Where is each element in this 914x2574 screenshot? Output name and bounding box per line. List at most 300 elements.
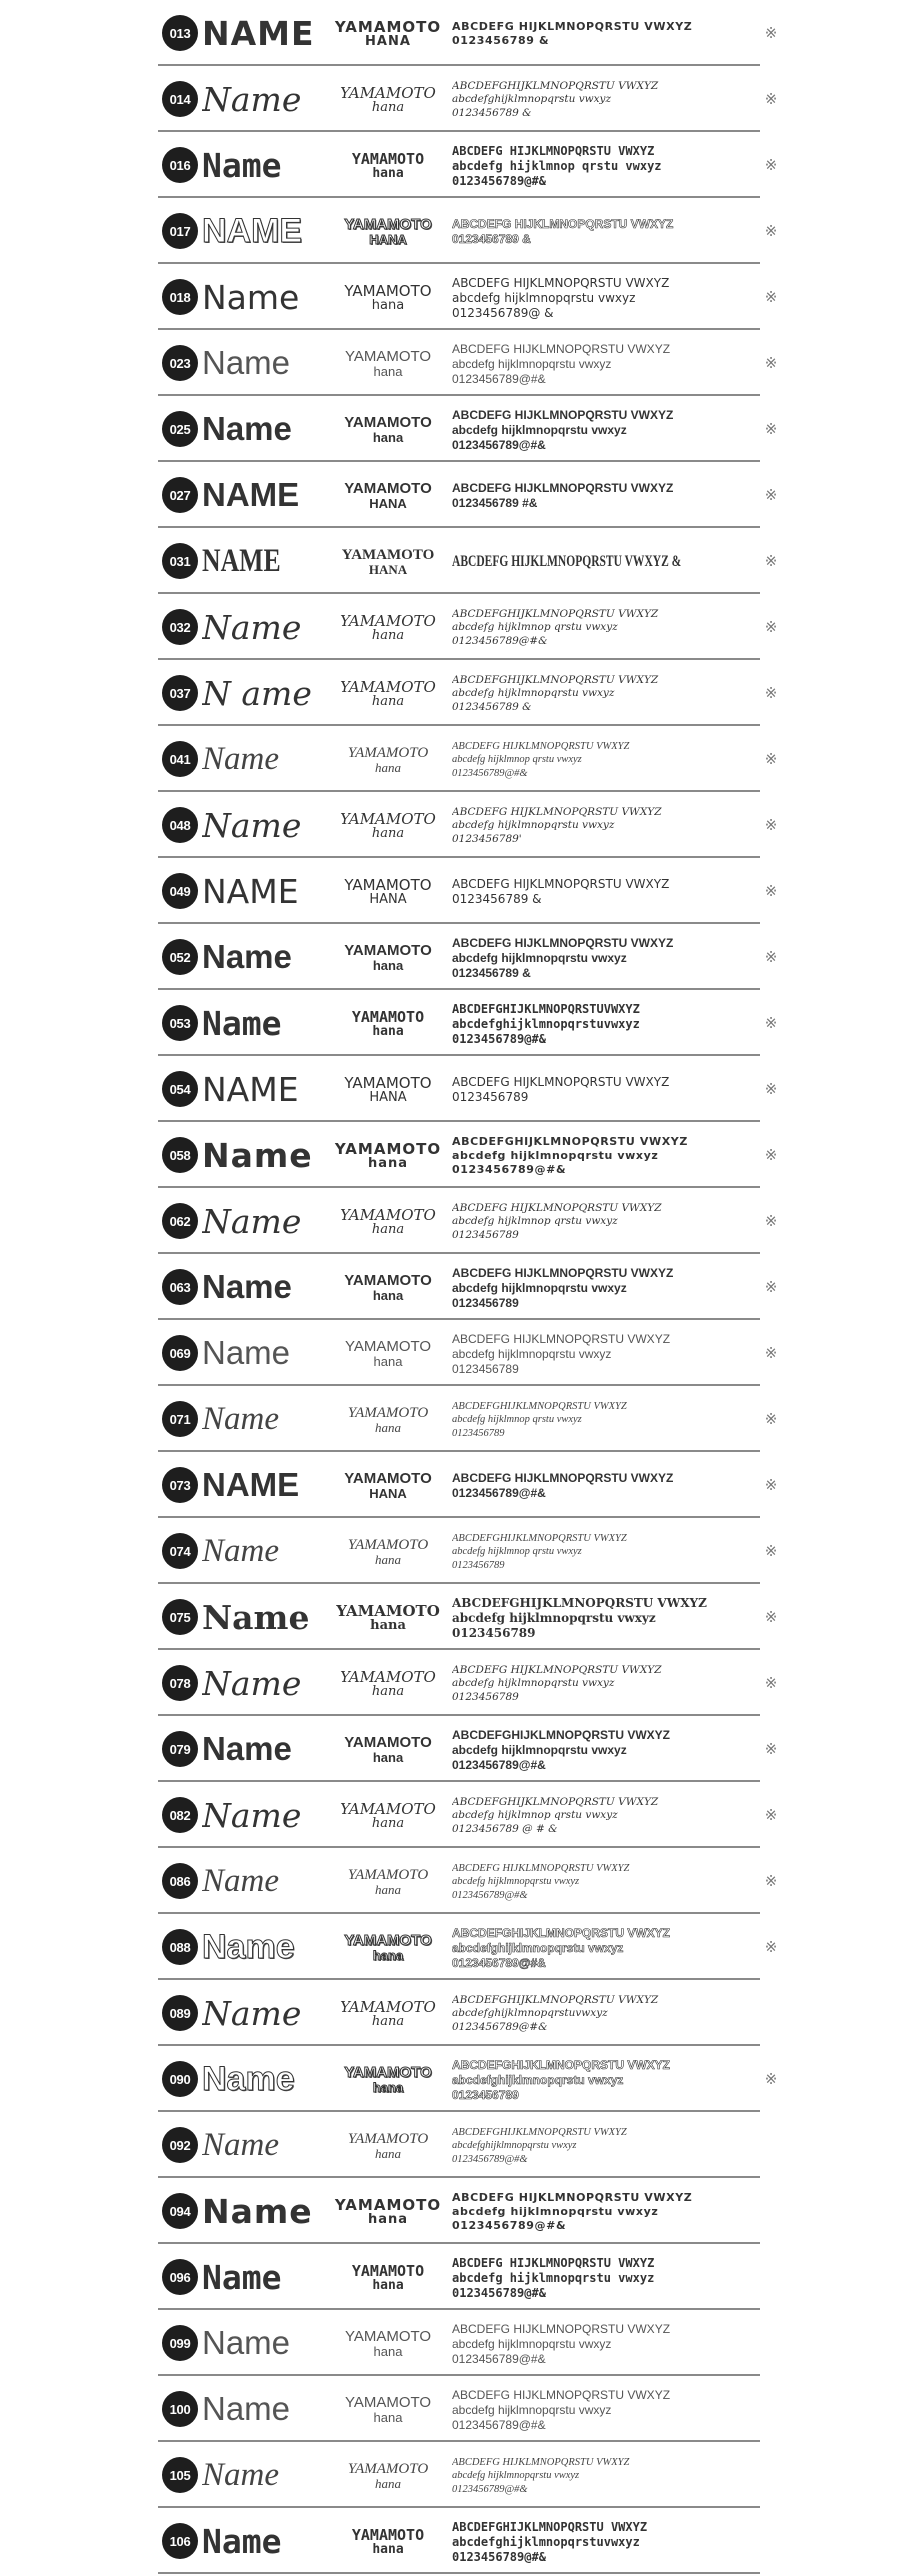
glyph-line-3: 0123456789 & [452, 700, 532, 713]
font-row [158, 2376, 760, 2442]
sample-last-name: YAMAMOTO [340, 1667, 436, 1686]
glyph-line-uppercase: ABCDEFG HIJKLMNOPQRSTU VWXYZ [452, 1075, 670, 1089]
sample-romaji [330, 1990, 446, 2038]
note-mark-icon: ※ [764, 1674, 778, 1692]
note-mark-icon: ※ [764, 354, 778, 372]
glyph-set [452, 2382, 732, 2438]
note-mark-icon: ※ [764, 750, 778, 768]
sample-romaji [330, 1792, 446, 1840]
font-row [158, 1980, 760, 2046]
glyph-set [452, 1194, 732, 1250]
sample-first-name: hana [373, 1354, 403, 1370]
font-row [158, 1056, 778, 1122]
glyph-line-uppercase: ABCDEFGHIJKLMNOPQRSTU VWXYZ [452, 2057, 671, 2072]
glyph-set [452, 1656, 732, 1712]
font-row [158, 1188, 778, 1254]
sample-name: Name [202, 1927, 295, 1966]
note-mark-icon: ※ [764, 1872, 778, 1890]
sample-name: Name [202, 1730, 292, 1767]
font-number-badge: 063 [162, 1269, 198, 1305]
sample-romaji [330, 604, 446, 652]
sample-romaji [330, 538, 446, 586]
sample-last-name: YAMAMOTO [334, 17, 442, 36]
glyph-set [452, 864, 732, 920]
sample-romaji [330, 340, 446, 388]
sample-first-name: hana [372, 958, 404, 974]
sample-name: Name [202, 1993, 302, 2033]
font-row [158, 2508, 760, 2574]
sample-romaji [330, 1660, 446, 1708]
note-mark-icon: ※ [764, 222, 778, 240]
note-mark-icon: ※ [764, 1212, 778, 1230]
glyph-line-2: 0123456789 [452, 1090, 529, 1104]
font-row [158, 594, 778, 660]
font-number-badge: 071 [162, 1401, 198, 1437]
sample-romaji [330, 2056, 446, 2104]
sample-first-name: hana [372, 2278, 404, 2294]
sample-first-name: hana [372, 1024, 404, 1040]
sample-romaji [330, 736, 446, 784]
sample-name: Name [202, 1663, 302, 1703]
glyph-set [452, 1986, 732, 2042]
sample-first-name: HANA [369, 892, 407, 908]
glyph-line-2: abcdefghijklmnopqrstuvwxyz [452, 2534, 640, 2549]
glyph-line-2: abcdefg hijklmnopqrstu vwxyz [452, 819, 615, 832]
glyph-line-3: 0123456789 & [452, 106, 532, 119]
glyph-set [452, 534, 733, 590]
sample-romaji [330, 670, 446, 718]
font-row [158, 1650, 778, 1716]
glyph-line-uppercase: ABCDEFG HIJKLMNOPQRSTU VWXYZ [452, 2255, 655, 2270]
glyph-line-2: abcdefg hijklmnop qrstu vwxyz [452, 754, 582, 766]
glyph-line-3: 0123456789@ & [452, 305, 554, 320]
glyph-line-uppercase: ABCDEFGHIJKLMNOPQRSTU VWXYZ [452, 2519, 648, 2534]
glyph-line-uppercase: ABCDEFG HIJKLMNOPQRSTU VWXYZ [452, 1331, 671, 1346]
sample-last-name: YAMAMOTO [344, 215, 432, 233]
note-mark-icon: ※ [764, 618, 778, 636]
font-number-badge: 014 [162, 81, 198, 117]
sample-name: Name [202, 410, 292, 447]
note-mark-icon: ※ [764, 1806, 778, 1824]
sample-name: Name [202, 938, 292, 975]
sample-romaji [330, 2122, 446, 2170]
glyph-line-uppercase: ABCDEFGHIJKLMNOPQRSTU VWXYZ [452, 674, 659, 687]
sample-first-name: hana [375, 2476, 401, 2492]
font-number-badge: 096 [162, 2259, 198, 2295]
glyph-line-3: 0123456789@#& [452, 437, 546, 452]
font-number-badge: 025 [162, 411, 198, 447]
glyph-line-3: 0123456789@#& [452, 371, 546, 386]
sample-name: Name [202, 2324, 291, 2361]
glyph-line-2: abcdefg hijklmnopqrstu vwxyz [452, 2470, 580, 2482]
sample-romaji [330, 1726, 446, 1774]
glyph-line-2: abcdefg hijklmnop qrstu vwxyz [452, 158, 662, 173]
sample-name: Name [202, 145, 282, 185]
glyph-set [452, 2052, 732, 2108]
glyph-set [452, 1722, 732, 1778]
glyph-line-3: 0123456789 [452, 1625, 536, 1640]
glyph-set [452, 72, 732, 128]
sample-name: Name [202, 1201, 302, 1241]
glyph-line-uppercase: ABCDEFG HIJKLMNOPQRSTU VWXYZ & [452, 553, 682, 570]
glyph-set [452, 138, 732, 194]
glyph-line-uppercase: ABCDEFG HIJKLMNOPQRSTU VWXYZ [452, 2191, 693, 2205]
sample-first-name: hana [375, 2146, 401, 2162]
note-mark-icon: ※ [764, 882, 778, 900]
glyph-line-3: 0123456789@#& [452, 173, 546, 188]
glyph-line-2: abcdefg hijklmnopqrstu vwxyz [452, 1610, 656, 1625]
glyph-line-uppercase: ABCDEFGHIJKLMNOPQRSTU VWXYZ [452, 1401, 627, 1413]
glyph-line-3: 0123456789 [452, 1690, 519, 1703]
sample-first-name: hana [373, 2344, 403, 2360]
glyph-line-2: abcdefg hijklmnopqrstu vwxyz [452, 1742, 627, 1757]
font-number-badge: 089 [162, 1995, 198, 2031]
font-number-badge: 086 [162, 1863, 198, 1899]
glyph-line-2: abcdefghijklmnopqrstu vwxyz [452, 2140, 577, 2152]
glyph-line-uppercase: ABCDEFG HIJKLMNOPQRSTU VWXYZ [452, 935, 674, 950]
glyph-line-uppercase: ABCDEFG HIJKLMNOPQRSTU VWXYZ [452, 2387, 671, 2402]
sample-romaji [330, 1264, 446, 1312]
font-number-badge: 092 [162, 2127, 198, 2163]
font-number-badge: 041 [162, 741, 198, 777]
glyph-set [452, 270, 732, 326]
glyph-set [452, 1392, 732, 1448]
sample-romaji [330, 1594, 446, 1642]
sample-first-name: hana [371, 298, 405, 314]
glyph-line-uppercase: ABCDEFG HIJKLMNOPQRSTU VWXYZ [452, 20, 693, 34]
sample-name: N ame [202, 673, 312, 713]
sample-first-name: hana [371, 628, 405, 644]
font-number-badge: 053 [162, 1005, 198, 1041]
sample-last-name: YAMAMOTO [334, 1139, 442, 1158]
font-row [158, 264, 778, 330]
font-number-badge: 027 [162, 477, 198, 513]
glyph-set [452, 1458, 732, 1514]
font-number-badge: 088 [162, 1929, 198, 1965]
glyph-line-3: 0123456789@#& [452, 1162, 567, 1176]
glyph-set [452, 2250, 732, 2306]
glyph-line-2: abcdefg hijklmnopqrstu vwxyz [452, 1346, 612, 1361]
font-number-badge: 094 [162, 2193, 198, 2229]
glyph-line-2: abcdefg hijklmnop qrstu vwxyz [452, 1546, 582, 1558]
glyph-set [452, 1854, 732, 1910]
glyph-line-uppercase: ABCDEFG HIJKLMNOPQRSTU VWXYZ [452, 1664, 662, 1677]
font-number-badge: 075 [162, 1599, 198, 1635]
glyph-line-2: abcdefg hijklmnopqrstu vwxyz [452, 290, 636, 305]
sample-romaji [330, 1462, 446, 1510]
glyph-line-uppercase: ABCDEFG HIJKLMNOPQRSTU VWXYZ [452, 1265, 674, 1280]
font-row [158, 1254, 778, 1320]
glyph-set [452, 1788, 732, 1844]
font-row [158, 1122, 778, 1188]
glyph-line-2: abcdefg hijklmnopqrstu vwxyz [452, 2402, 612, 2417]
note-mark-icon: ※ [764, 486, 778, 504]
sample-first-name: hana [375, 1882, 401, 1898]
sample-last-name: YAMAMOTO [344, 2327, 432, 2345]
glyph-set [452, 204, 732, 260]
sample-romaji [330, 1198, 446, 1246]
sample-last-name: YAMAMOTO [347, 744, 429, 761]
note-mark-icon: ※ [764, 1344, 778, 1362]
font-number-badge: 016 [162, 147, 198, 183]
glyph-line-uppercase: ABCDEFGHIJKLMNOPQRSTU VWXYZ [452, 1925, 671, 1940]
font-number-badge: 013 [162, 15, 198, 51]
sample-first-name: hana [371, 1222, 405, 1238]
note-mark-icon: ※ [764, 948, 778, 966]
glyph-line-2: abcdefghijklmnopqrstuvwxyz [452, 2007, 608, 2020]
glyph-line-3: 0123456789 [452, 1559, 505, 1571]
glyph-set [452, 1920, 732, 1976]
sample-name: NAME [202, 871, 299, 911]
font-row [158, 1320, 778, 1386]
note-mark-icon: ※ [764, 156, 778, 174]
font-row [158, 198, 778, 264]
font-number-badge: 090 [162, 2061, 198, 2097]
sample-name: NAME [202, 476, 300, 513]
sample-first-name: hana [371, 826, 405, 842]
sample-name: Name [202, 1795, 302, 1835]
sample-last-name: YAMAMOTO [340, 611, 436, 630]
font-row [158, 1716, 778, 1782]
sample-romaji [330, 76, 446, 124]
sample-last-name: YAMAMOTO [341, 546, 435, 563]
sample-last-name: YAMAMOTO [351, 2525, 425, 2544]
glyph-line-2: abcdefg hijklmnopqrstu vwxyz [452, 1876, 580, 1888]
glyph-line-3: 0123456789@#& [452, 2351, 546, 2366]
glyph-line-2: abcdefg hijklmnopqrstu vwxyz [452, 2205, 659, 2219]
glyph-line-2: abcdefghijklmnopqrstuvwxyz [452, 1016, 640, 1031]
sample-romaji [330, 1396, 446, 1444]
font-row [158, 1914, 778, 1980]
glyph-line-2: abcdefg hijklmnopqrstu vwxyz [452, 950, 627, 965]
sample-last-name: YAMAMOTO [344, 1073, 432, 1092]
note-mark-icon: ※ [764, 816, 778, 834]
glyph-line-uppercase: ABCDEFG HIJKLMNOPQRSTU VWXYZ [452, 341, 671, 356]
glyph-line-2: abcdefghijklmnopqrstu vwxyz [452, 1940, 624, 1955]
font-row [158, 2112, 760, 2178]
note-mark-icon: ※ [764, 420, 778, 438]
sample-name: Name [202, 1334, 291, 1371]
sample-romaji [330, 802, 446, 850]
font-row [158, 990, 778, 1056]
sample-name: NAME [202, 13, 315, 53]
font-number-badge: 106 [162, 2523, 198, 2559]
glyph-line-3: 0123456789@#& [452, 1031, 546, 1046]
sample-romaji [330, 2386, 446, 2434]
sample-romaji [330, 1132, 446, 1180]
sample-name: Name [202, 1532, 279, 1569]
glyph-line-uppercase: ABCDEFG HIJKLMNOPQRSTU VWXYZ [452, 1202, 662, 1215]
sample-name: Name [202, 2257, 282, 2297]
font-number-badge: 048 [162, 807, 198, 843]
font-row [158, 396, 778, 462]
sample-name: NAME [202, 211, 303, 250]
sample-romaji [330, 1066, 446, 1114]
sample-last-name: YAMAMOTO [340, 677, 436, 696]
glyph-line-uppercase: ABCDEFG HIJKLMNOPQRSTU VWXYZ [452, 1863, 630, 1875]
sample-first-name: hana [372, 2542, 404, 2558]
sample-last-name: YAMAMOTO [344, 347, 432, 365]
font-number-badge: 054 [162, 1071, 198, 1107]
glyph-line-2: abcdefg hijklmnopqrstu vwxyz [452, 1677, 615, 1690]
glyph-line-2: 0123456789@#& [452, 1486, 546, 1500]
glyph-line-3: 0123456789 [452, 1228, 519, 1241]
note-mark-icon: ※ [764, 1014, 778, 1032]
sample-name: Name [202, 1135, 313, 1175]
glyph-set [452, 1062, 732, 1118]
note-mark-icon: ※ [764, 288, 778, 306]
glyph-set [452, 2184, 732, 2240]
font-number-badge: 099 [162, 2325, 198, 2361]
sample-romaji [330, 142, 446, 190]
sample-name: Name [202, 2390, 291, 2427]
sample-last-name: YAMAMOTO [344, 1931, 432, 1949]
font-number-badge: 037 [162, 675, 198, 711]
sample-last-name: YAMAMOTO [344, 1271, 432, 1289]
glyph-line-3: 0123456789 [452, 1361, 519, 1376]
sample-name: Name [202, 344, 291, 381]
font-row [158, 66, 778, 132]
glyph-line-uppercase: ABCDEFGHIJKLMNOPQRSTU VWXYZ [452, 2127, 627, 2139]
sample-last-name: YAMAMOTO [340, 809, 436, 828]
sample-name: Name [202, 2521, 282, 2561]
glyph-set [452, 930, 732, 986]
sample-last-name: YAMAMOTO [340, 1997, 436, 2016]
glyph-line-uppercase: ABCDEFGHIJKLMNOPQRSTU VWXYZ [452, 608, 659, 621]
sample-first-name: hana [367, 2212, 409, 2228]
font-row [158, 726, 778, 792]
glyph-line-2: abcdefg hijklmnopqrstu vwxyz [452, 2336, 612, 2351]
note-mark-icon: ※ [764, 2070, 778, 2088]
glyph-line-2: abcdefg hijklmnopqrstu vwxyz [452, 2270, 655, 2285]
font-number-badge: 105 [162, 2457, 198, 2493]
sample-last-name: YAMAMOTO [340, 1205, 436, 1224]
font-number-badge: 073 [162, 1467, 198, 1503]
glyph-line-uppercase: ABCDEFG HIJKLMNOPQRSTU VWXYZ [452, 407, 674, 422]
sample-first-name: HANA [369, 1486, 407, 1502]
glyph-line-uppercase: ABCDEFG HIJKLMNOPQRSTU VWXYZ [452, 217, 674, 231]
sample-last-name: YAMAMOTO [351, 1007, 425, 1026]
glyph-line-3: 0123456789@#& [452, 767, 528, 779]
sample-last-name: YAMAMOTO [340, 1799, 436, 1818]
note-mark-icon: ※ [764, 1740, 778, 1758]
glyph-line-uppercase: ABCDEFG HIJKLMNOPQRSTU VWXYZ [452, 2457, 630, 2469]
sample-first-name: HANA [368, 562, 408, 578]
glyph-line-3: 0123456789@#& [452, 1889, 528, 1901]
glyph-set [452, 6, 732, 62]
sample-last-name: YAMAMOTO [344, 2393, 432, 2411]
sample-name: Name [202, 1400, 279, 1437]
font-row [158, 330, 778, 396]
glyph-line-2: 0123456789 & [452, 892, 542, 906]
glyph-line-3: 0123456789 & [452, 965, 531, 980]
note-mark-icon: ※ [764, 1938, 778, 1956]
glyph-line-2: 0123456789 & [452, 232, 531, 246]
sample-first-name: hana [371, 1816, 405, 1832]
glyph-set [452, 2316, 732, 2372]
sample-first-name: hana [372, 1288, 404, 1304]
font-number-badge: 052 [162, 939, 198, 975]
glyph-set [452, 1524, 732, 1580]
sample-last-name: YAMAMOTO [344, 413, 432, 431]
glyph-set [452, 798, 732, 854]
font-row [158, 1848, 778, 1914]
glyph-line-2: abcdefg hijklmnopqrstu vwxyz [452, 687, 615, 700]
sample-romaji [330, 2188, 446, 2236]
font-number-badge: 062 [162, 1203, 198, 1239]
glyph-line-uppercase: ABCDEFGHIJKLMNOPQRSTU VWXYZ [452, 1595, 707, 1610]
font-number-badge: 018 [162, 279, 198, 315]
glyph-line-3: 0123456789@#& [452, 1955, 546, 1970]
sample-romaji [330, 2320, 446, 2368]
glyph-set [452, 1260, 732, 1316]
sample-first-name: hana [372, 1750, 404, 1766]
sample-last-name: YAMAMOTO [340, 83, 436, 102]
glyph-line-3: 0123456789@#& [452, 2417, 546, 2432]
sample-first-name: HANA [369, 1090, 407, 1106]
sample-name: Name [202, 1003, 282, 1043]
font-row [158, 2442, 760, 2508]
font-row [158, 1386, 778, 1452]
glyph-line-2: abcdefg hijklmnopqrstu vwxyz [452, 1280, 627, 1295]
glyph-line-3: 0123456789 [452, 1295, 519, 1310]
glyph-line-uppercase: ABCDEFG HIJKLMNOPQRSTU VWXYZ [452, 481, 674, 495]
font-row [158, 660, 778, 726]
sample-last-name: YAMAMOTO [344, 941, 432, 959]
font-row [158, 2244, 760, 2310]
sample-first-name: hana [371, 1684, 405, 1700]
note-mark-icon: ※ [764, 1278, 778, 1296]
glyph-set [452, 2118, 732, 2174]
sample-name: NAME [202, 1466, 300, 1503]
sample-romaji [330, 1330, 446, 1378]
font-row [158, 858, 778, 924]
sample-romaji [330, 274, 446, 322]
sample-romaji [330, 406, 446, 454]
glyph-line-3: 0123456789@#& [452, 2549, 546, 2564]
glyph-line-3: 0123456789@#& [452, 634, 548, 647]
glyph-set [452, 996, 732, 1052]
sample-name: Name [202, 2456, 279, 2493]
sample-last-name: YAMAMOTO [344, 1337, 432, 1355]
sample-romaji [330, 2518, 446, 2566]
glyph-line-3: 0123456789@#& [452, 2020, 548, 2033]
font-row [158, 1584, 778, 1650]
glyph-line-2: abcdefg hijklmnop qrstu vwxyz [452, 621, 618, 634]
font-number-badge: 069 [162, 1335, 198, 1371]
sample-first-name: hana [371, 2014, 405, 2030]
glyph-line-2: abcdefghijklmnopqrstu vwxyz [452, 2072, 624, 2087]
sample-first-name: HANA [365, 34, 411, 50]
glyph-line-uppercase: ABCDEFG HIJKLMNOPQRSTU VWXYZ [452, 1471, 674, 1485]
glyph-set [452, 1326, 732, 1382]
glyph-line-uppercase: ABCDEFG HIJKLMNOPQRSTU VWXYZ [452, 2321, 671, 2336]
sample-name: Name [202, 2126, 279, 2163]
glyph-set [452, 336, 732, 392]
glyph-set [452, 666, 732, 722]
note-mark-icon: ※ [764, 1080, 778, 1098]
sample-first-name: hana [375, 760, 401, 776]
sample-first-name: hana [370, 1618, 406, 1634]
glyph-line-3: 0123456789 [452, 2087, 519, 2102]
sample-last-name: YAMAMOTO [334, 2195, 442, 2214]
sample-romaji [330, 1528, 446, 1576]
glyph-set [452, 732, 732, 788]
sample-last-name: YAMAMOTO [351, 2261, 425, 2280]
glyph-line-2: abcdefghijklmnopqrstu vwxyz [452, 93, 612, 106]
note-mark-icon: ※ [764, 552, 778, 570]
font-number-badge: 100 [162, 2391, 198, 2427]
